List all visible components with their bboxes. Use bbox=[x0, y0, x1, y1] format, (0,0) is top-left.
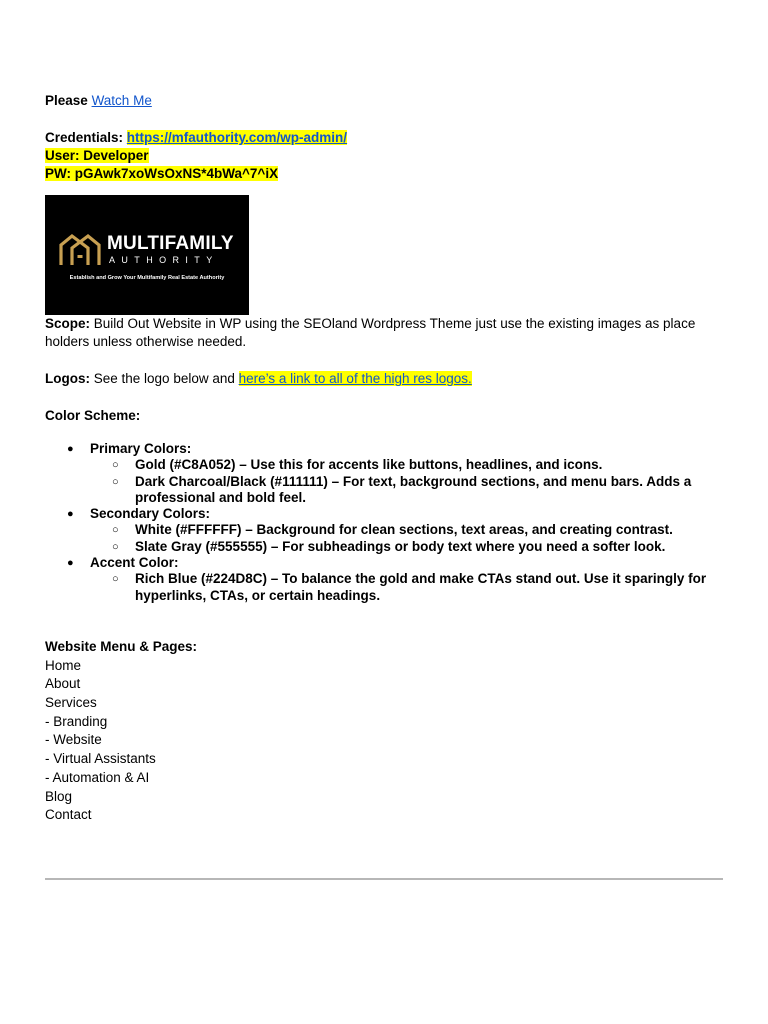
high-res-logos-link[interactable]: here’s a link to all of the high res logos. bbox=[238, 371, 472, 386]
scope-label: Scope: bbox=[45, 316, 91, 331]
color-scheme-heading: Color Scheme: bbox=[45, 408, 141, 423]
user-line bbox=[45, 147, 725, 165]
watch-me-link[interactable]: Watch Me bbox=[91, 93, 152, 108]
logo-tagline: Establish and Grow Your Multifamily Real Estate Authority bbox=[69, 275, 225, 281]
website-menu-heading: Website Menu & Pages: bbox=[45, 638, 198, 654]
house-logo-icon bbox=[59, 231, 101, 267]
color-item: ○ Slate Gray (#555555) – For subheadings or body text where you need a softer look. bbox=[90, 539, 725, 555]
menu-item: - Website bbox=[45, 732, 102, 748]
menu-item: About bbox=[45, 676, 81, 692]
scope-text: Build Out Website in WP using the SEOland Wordpress Theme just use the existing images as place holders unless otherwise needed. bbox=[45, 316, 696, 349]
color-item: ○ White (#FFFFFF) – Background for clean sections, text areas, and creating contrast. bbox=[90, 522, 725, 538]
wp-admin-link[interactable]: https://mfauthority.com/wp-admin/ bbox=[126, 130, 348, 145]
color-item: ○ Gold (#C8A052) – Use this for accents like buttons, headlines, and icons. bbox=[90, 457, 725, 473]
secondary-colors-label: Secondary Colors: bbox=[90, 506, 211, 522]
website-menu-section bbox=[45, 638, 725, 825]
menu-item: Home bbox=[45, 657, 82, 673]
secondary-colors-item bbox=[45, 506, 725, 555]
accent-color-item bbox=[45, 555, 725, 604]
watch-line bbox=[45, 92, 725, 110]
primary-colors-item bbox=[45, 441, 725, 506]
menu-item: Blog bbox=[45, 788, 73, 804]
logos-paragraph bbox=[45, 370, 725, 388]
password-text: PW: pGAwk7xoWsOxNS*4bWa^7^iX bbox=[45, 166, 279, 181]
credentials-label: Credentials: bbox=[45, 130, 124, 145]
multifamily-authority-logo bbox=[45, 195, 249, 315]
logo-main-text: MULTIFAMILY bbox=[107, 233, 234, 254]
logo-sub-text: AUTHORITY bbox=[109, 255, 219, 265]
scope-paragraph bbox=[45, 315, 725, 351]
color-item: ○ Dark Charcoal/Black (#111111) – For text, background sections, and menu bars. Adds a professional and bold feel. bbox=[90, 474, 725, 507]
menu-item: Contact bbox=[45, 807, 92, 823]
primary-colors-label: Primary Colors: bbox=[90, 441, 192, 456]
color-item: ○ Rich Blue (#224D8C) – To balance the gold and make CTAs stand out. Use it sparingly for hyperlinks, CTAs, or certain headings. bbox=[90, 571, 725, 604]
accent-color-label: Accent Color: bbox=[90, 555, 179, 571]
color-scheme-list bbox=[45, 441, 725, 604]
logos-text: See the logo below and bbox=[90, 371, 239, 386]
document-body bbox=[45, 92, 725, 825]
menu-item: - Automation & AI bbox=[45, 769, 150, 785]
menu-item: Services bbox=[45, 695, 97, 711]
menu-item: - Branding bbox=[45, 713, 108, 729]
logos-label: Logos: bbox=[45, 371, 90, 386]
credentials-line bbox=[45, 129, 725, 147]
user-text: User: Developer bbox=[45, 148, 149, 163]
watch-prefix: Please bbox=[45, 93, 88, 108]
horizontal-rule bbox=[45, 878, 723, 880]
password-line bbox=[45, 165, 725, 183]
menu-item: - Virtual Assistants bbox=[45, 751, 156, 767]
